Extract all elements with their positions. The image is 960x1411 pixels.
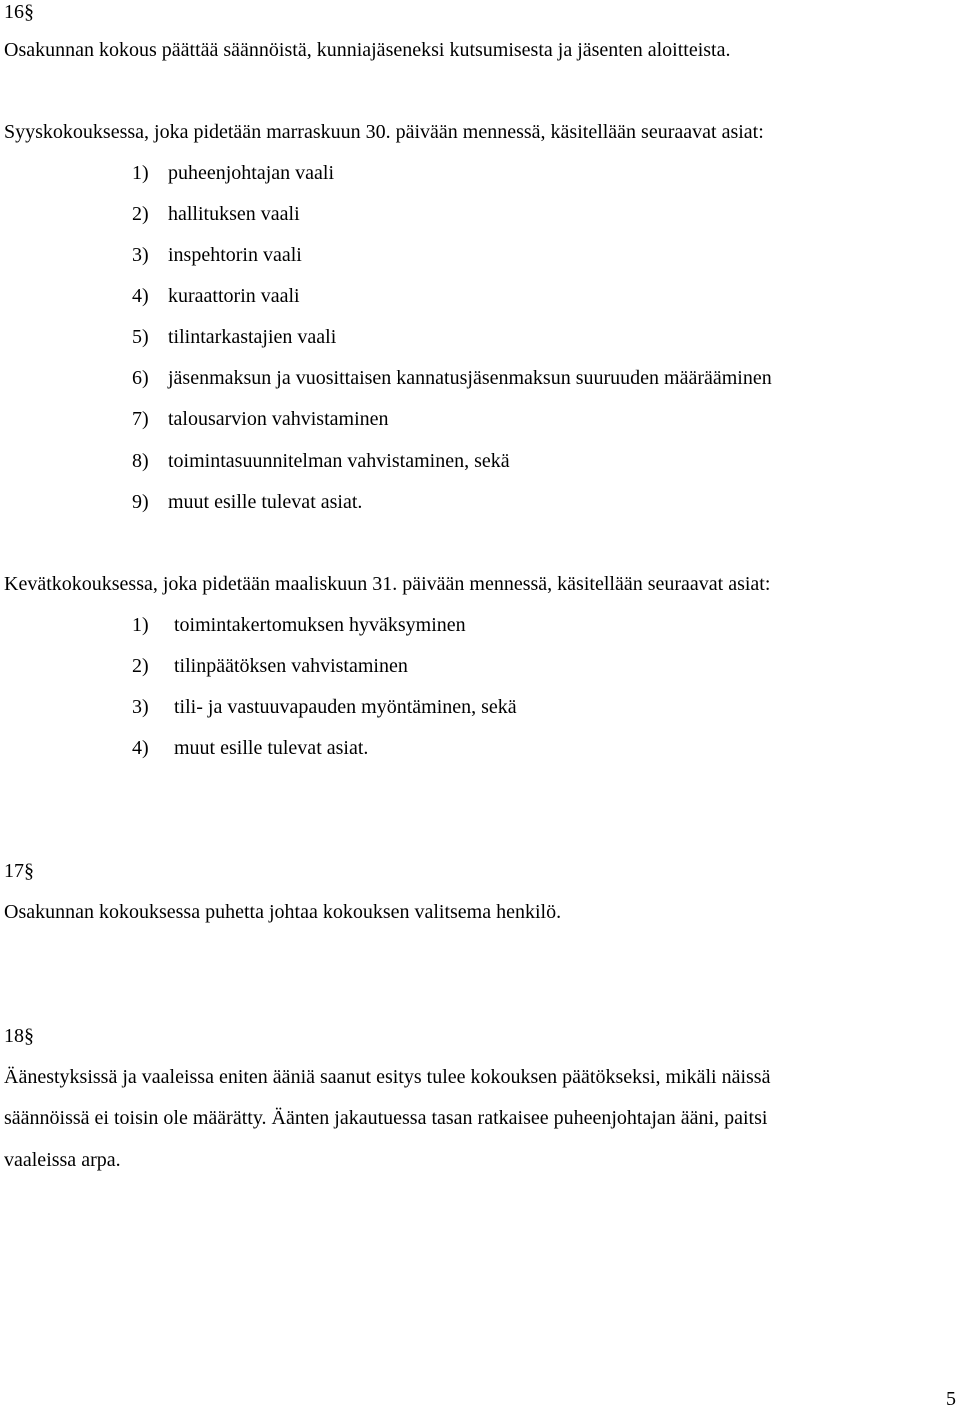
section-16-heading: 16§ (4, 1, 34, 23)
list-item: 3) tili- ja vastuuvapauden myöntäminen, sekä (132, 696, 517, 718)
autumn-meeting-intro: Syyskokouksessa, joka pidetään marraskuun 30. päivään mennessä, käsitellään seuraavat asiat: (4, 121, 764, 143)
list-item: 6) jäsenmaksun ja vuosittaisen kannatusjäsenmaksun suuruuden määrääminen (132, 367, 772, 389)
list-item: 5) tilintarkastajien vaali (132, 326, 337, 348)
list-item: 4) muut esille tulevat asiat. (132, 737, 369, 759)
list-item: 2) tilinpäätöksen vahvistaminen (132, 655, 408, 677)
spring-meeting-intro: Kevätkokouksessa, joka pidetään maaliskuun 31. päivään mennessä, käsitellään seuraavat asiat: (4, 573, 771, 595)
list-item: 7) talousarvion vahvistaminen (132, 408, 389, 430)
list-item: 8) toimintasuunnitelman vahvistaminen, sekä (132, 450, 510, 472)
section-18-heading: 18§ (4, 1025, 34, 1047)
list-item: 2) hallituksen vaali (132, 203, 300, 225)
list-item: 9) muut esille tulevat asiat. (132, 491, 363, 513)
section-18-line-2: säännöissä ei toisin ole määrätty. Äänten jakautuessa tasan ratkaisee puheenjohtajan ääni, paitsi (4, 1107, 768, 1129)
section-18-line-1: Äänestyksissä ja vaaleissa eniten ääniä saanut esitys tulee kokouksen päätökseksi, mikäli näissä (4, 1066, 771, 1088)
list-item: 4) kuraattorin vaali (132, 285, 300, 307)
section-17-heading: 17§ (4, 860, 34, 882)
list-item: 3) inspehtorin vaali (132, 244, 302, 266)
section-17-text: Osakunnan kokouksessa puhetta johtaa kokouksen valitsema henkilö. (4, 901, 562, 923)
list-item: 1) puheenjohtajan vaali (132, 162, 335, 184)
section-18-line-3: vaaleissa arpa. (4, 1149, 121, 1171)
section-16-intro: Osakunnan kokous päättää säännöistä, kunniajäseneksi kutsumisesta ja jäsenten aloitteista. (4, 39, 731, 61)
list-item: 1) toimintakertomuksen hyväksyminen (132, 614, 466, 636)
page-number: 5 (946, 1388, 956, 1410)
